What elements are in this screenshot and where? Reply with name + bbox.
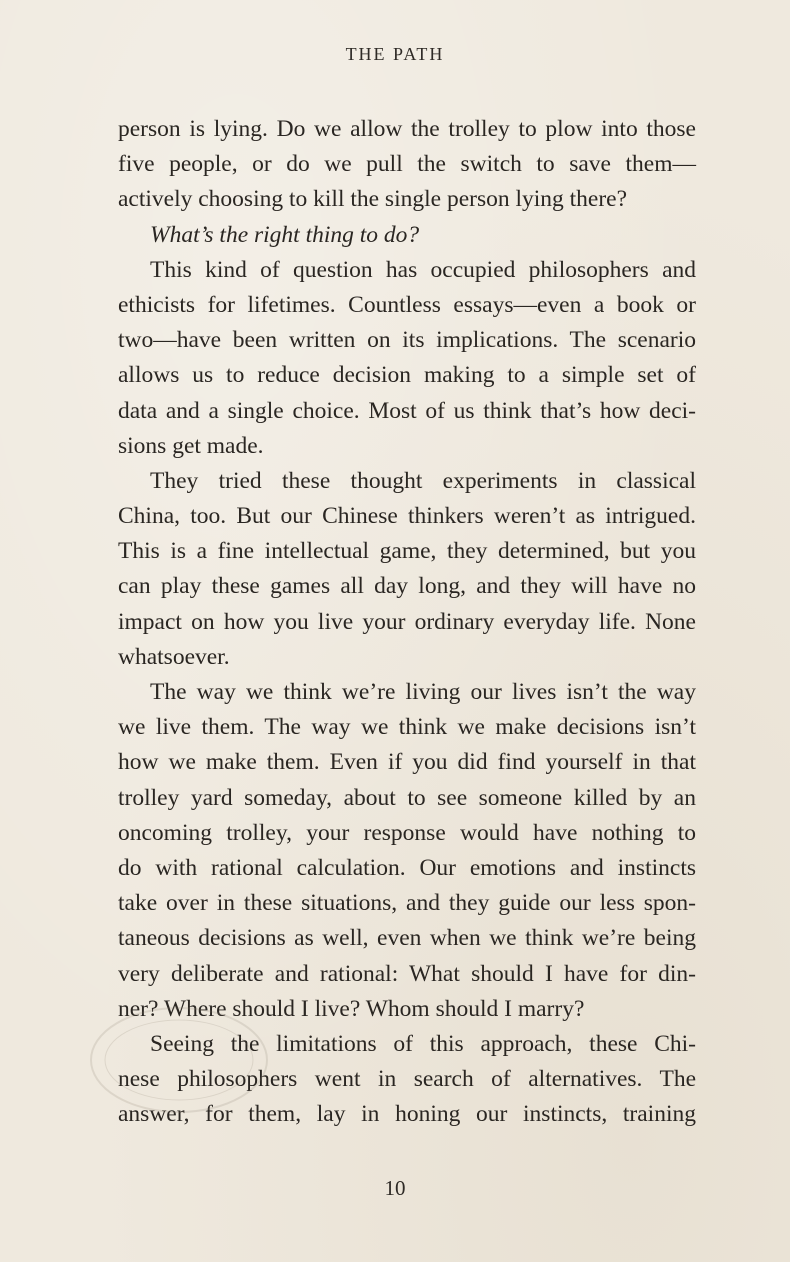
text-line: taneous decisions as well, even when we think we’re being [118,925,696,952]
text-line: five people, or do we pull the switch to save them— [118,151,696,178]
text-line: This is a fine intellectual game, they determined, but you [118,538,696,565]
text-line: The way we think we’re living our lives isn’t the way [150,679,696,705]
text-line: They tried these thought experiments in classical [150,467,696,494]
text-line: This kind of question has occupied philosophers and [150,256,696,283]
text-line: do with rational calculation. Our emotions and instincts [118,854,696,881]
text-line: allows us to reduce decision making to a simple set of [118,362,696,389]
text-line: China, too. But our Chinese thinkers weren’t as intrigued. [118,503,696,530]
text-line: take over in these situations, and they guide our less spon- [118,890,696,917]
text-line: person is lying. Do we allow the trolley to plow into those [118,116,696,142]
text-line: we live them. The way we think we make decisions isn’t [118,714,696,741]
text-line: can play these games all day long, and they will have no [118,573,696,600]
text-line: how we make them. Even if you did find yourself in that [118,749,696,776]
text-line: whatsoever. [118,643,230,670]
text-line: trolley yard someday, about to see someone killed by an [118,784,696,811]
text-line: Seeing the limitations of this approach, these Chi- [150,1030,696,1057]
text-line: answer, for them, lay in honing our instincts, training [118,1101,696,1128]
text-line: very deliberate and rational: What should I have for din- [118,960,696,987]
text-line: data and a single choice. Most of us think that’s how deci- [118,397,696,424]
text-line: impact on how you live your ordinary everyday life. None [118,608,696,635]
text-line: ethicists for lifetimes. Countless essays—even a book or [118,291,696,318]
text-line: sions get made. [118,432,264,459]
text-line: two—have been written on its implications. The scenario [118,327,696,354]
running-head: THE PATH [345,44,445,64]
text-line: ner? Where should I live? Whom should I marry? [118,995,585,1022]
text-line: What’s the right thing to do? [150,221,420,248]
text-line: actively choosing to kill the single person lying there? [118,186,628,213]
text-line: nese philosophers went in search of alternatives. The [118,1066,696,1093]
body-text [118,112,696,1132]
page-number: 10 [384,1176,406,1200]
text-line: oncoming trolley, your response would have nothing to [118,819,696,846]
